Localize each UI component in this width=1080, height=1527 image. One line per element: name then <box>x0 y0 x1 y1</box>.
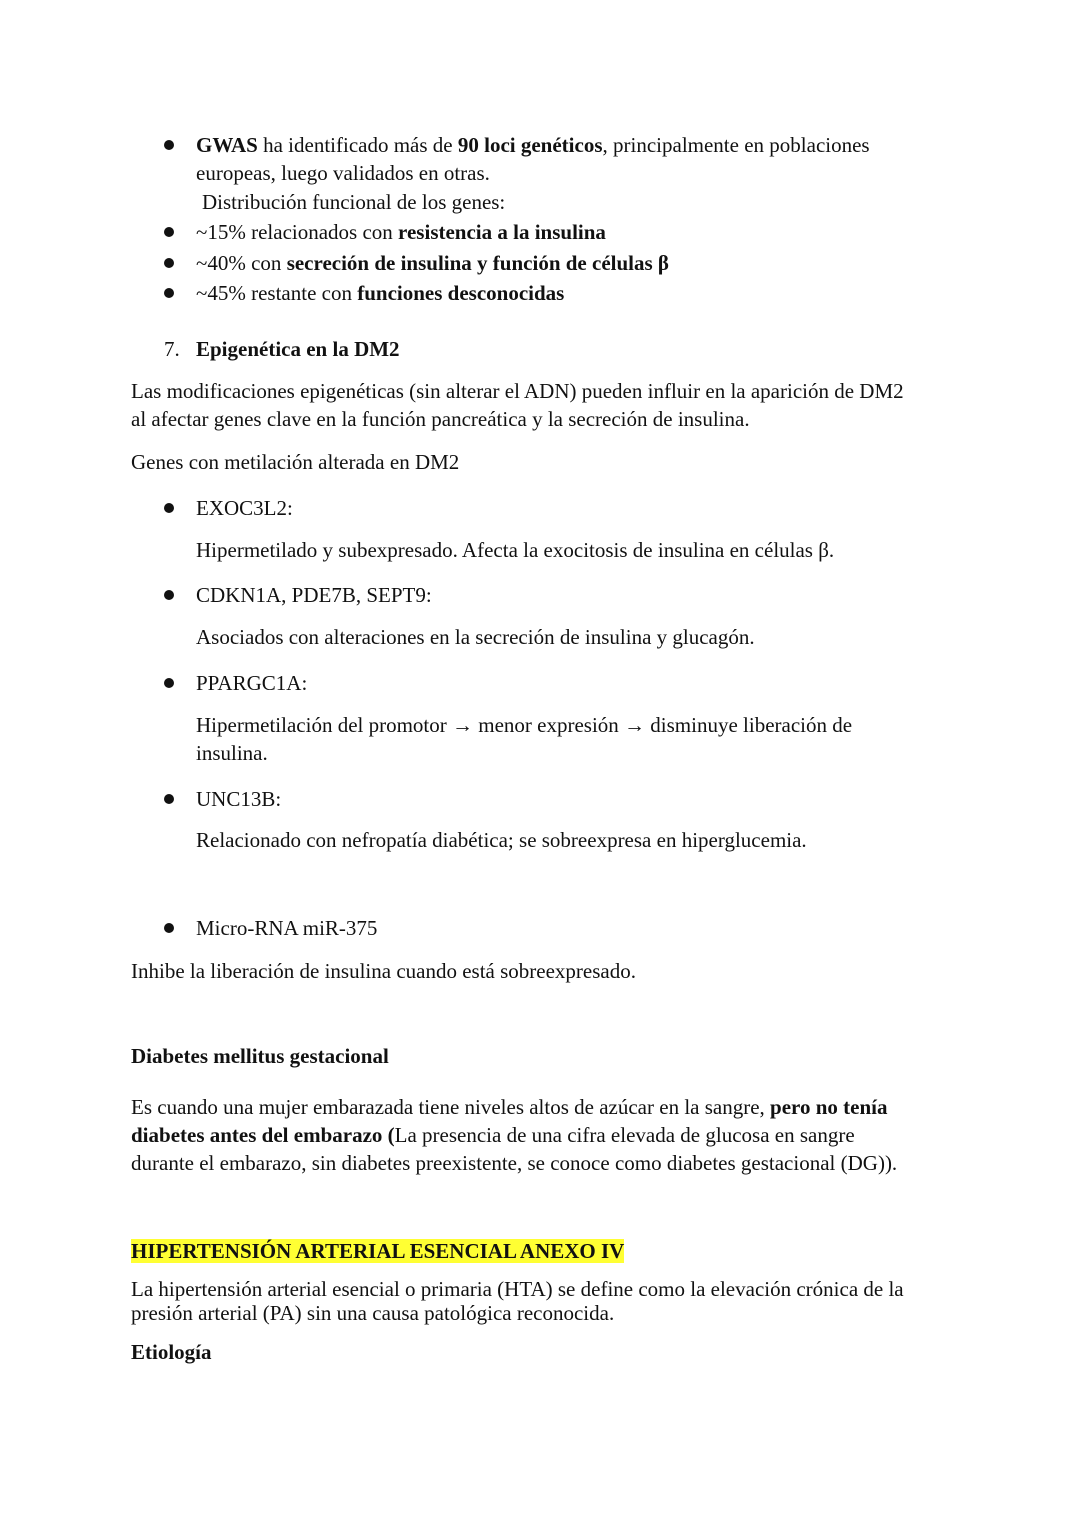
gene-distribution-item: ~40% con secreción de insulina y función de células β <box>196 251 669 275</box>
genes-heading: Genes con metilación alterada en DM2 <box>131 450 460 474</box>
gwas-line-2: europeas, luego validados en otras. <box>196 161 490 185</box>
gene-name: UNC13B: <box>196 787 282 811</box>
bullet <box>164 923 174 933</box>
intro-line-2: al afectar genes clave en la función pancreática y la secreción de insulina. <box>131 407 750 431</box>
gene-description: Hipermetilado y subexpresado. Afecta la exocitosis de insulina en células β. <box>196 538 835 562</box>
gestational-line-3: durante el embarazo, sin diabetes preexistente, se conoce como diabetes gestacional (DG)). <box>131 1151 898 1175</box>
etiology-heading: Etiología <box>131 1340 212 1364</box>
gene-distribution-item: ~45% restante con funciones desconocidas <box>196 281 565 305</box>
gene-name: PPARGC1A: <box>196 671 308 695</box>
gwas-line-3: Distribución funcional de los genes: <box>202 190 506 214</box>
hypertension-line-1: La hipertensión arterial esencial o primaria (HTA) se define como la elevación crónica de la <box>131 1277 904 1301</box>
bullet <box>164 794 174 804</box>
bullet <box>164 590 174 600</box>
bullet <box>164 140 174 150</box>
gwas-term: GWAS <box>196 133 258 157</box>
hypertension-line-2: presión arterial (PA) sin una causa patológica reconocida. <box>131 1301 615 1325</box>
section-number: 7. <box>164 337 180 361</box>
section-title: Epigenética en la DM2 <box>196 337 400 361</box>
gene-name: EXOC3L2: <box>196 496 293 520</box>
gene-description: Asociados con alteraciones en la secreción de insulina y glucagón. <box>196 625 755 649</box>
gene-name: CDKN1A, PDE7B, SEPT9: <box>196 583 432 607</box>
gene-description: insulina. <box>196 741 268 765</box>
gene-description: Relacionado con nefropatía diabética; se sobreexpresa en hiperglucemia. <box>196 828 807 852</box>
bullet <box>164 503 174 513</box>
gwas-line-1: GWAS ha identificado más de 90 loci genéticos, principalmente en poblaciones <box>196 133 870 157</box>
microrna-item: Micro-RNA miR-375 <box>196 916 378 940</box>
highlighted-heading: HIPERTENSIÓN ARTERIAL ESENCIAL ANEXO IV <box>131 1239 625 1263</box>
gestational-line-2: diabetes antes del embarazo (La presencia de una cifra elevada de glucosa en sangre <box>131 1123 855 1147</box>
bullet <box>164 258 174 268</box>
gene-description: Hipermetilación del promotor → menor expresión → disminuye liberación de <box>196 713 853 737</box>
loci-count: 90 loci genéticos <box>457 133 603 157</box>
bullet <box>164 288 174 298</box>
hypertension-heading <box>131 1237 624 1265</box>
gestational-heading: Diabetes mellitus gestacional <box>131 1044 389 1068</box>
gene-distribution-item: ~15% relacionados con resistencia a la insulina <box>196 220 606 244</box>
bullet <box>164 227 174 237</box>
gestational-line-1: Es cuando una mujer embarazada tiene niveles altos de azúcar en la sangre, pero no tenía <box>131 1095 888 1119</box>
bullet <box>164 678 174 688</box>
microrna-description: Inhibe la liberación de insulina cuando está sobreexpresado. <box>131 959 636 983</box>
intro-line-1: Las modificaciones epigenéticas (sin alterar el ADN) pueden influir en la aparición de DM2 <box>131 379 904 403</box>
